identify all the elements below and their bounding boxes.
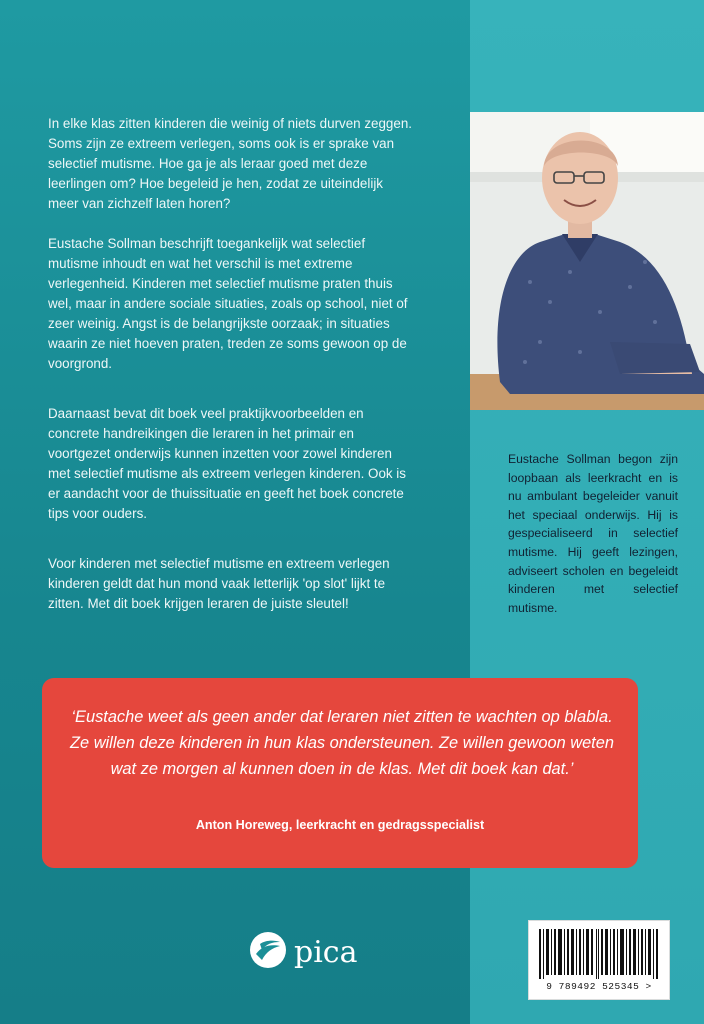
blurb-paragraph-1: In elke klas zitten kinderen die weinig of niets durven zeggen. Soms zijn ze extreem verlegen, soms ook is er sprake van selectief mutisme. Hoe ga je als leraar goed met deze leerlingen om? Hoe begeleid je hen, zodat ze uiteindelijk meer van zichzelf laten horen? [48,116,412,211]
book-ribbon-icon [248,930,288,975]
quote-box [42,678,638,868]
isbn-barcode [528,920,670,1000]
isbn-digits: 9 789492 525345 > [546,981,652,992]
blurb-paragraph-4: Voor kinderen met selectief mutisme en extreem verlegen kinderen geldt dat hun mond vaak letterlijk 'op slot' lijkt te zitten. Met dit boek krijgen leraren de juiste sleutel! [48,556,390,611]
blurb-paragraph-2: Eustache Sollman beschrijft toegankelijk wat selectief mutisme inhoudt en wat het verschil is met extreme verlegenheid. Kinderen met selectief mutisme praten thuis wel, maar in andere sociale situaties, zoals op school, niet of zeer weinig. Angst is de belangrijkste oorzaak; in situaties waarin ze niet hoeven praten, treden ze soms gewoon op de voorgrond. [48,236,408,371]
quote-text: ‘Eustache weet als geen ander dat leraren niet zitten te wachten op blabla. Ze willen deze kinderen in hun klas ondersteunen. Ze willen gewoon weten wat ze morgen al kunnen doen in de klas. Met dit boek kan dat.’ [70,708,614,778]
barcode-bars [539,929,659,979]
author-photo [470,112,704,410]
publisher-name: pica [294,935,358,970]
quote-attribution: Anton Horeweg, leerkracht en gedragsspecialist [195,818,485,832]
publisher-logo [248,930,358,975]
blurb-paragraph-3: Daarnaast bevat dit boek veel praktijkvoorbeelden en concrete handreikingen die leraren in het primair en voortgezet onderwijs kunnen inzetten voor zowel kinderen met selectief mutisme als extreem verlegen kinderen. Ook is er aandacht voor de thuissituatie en geeft het boek concrete tips voor ouders. [48,406,406,521]
author-bio: Eustache Sollman begon zijn loopbaan als leerkracht en is nu ambulant begeleider vanuit het speciaal onderwijs. Hij is gespecialiseerd in selectief mutisme. Hij geeft lezingen, adviseert scholen en begeleidt kinderen met selectief mutisme. [508,452,678,615]
